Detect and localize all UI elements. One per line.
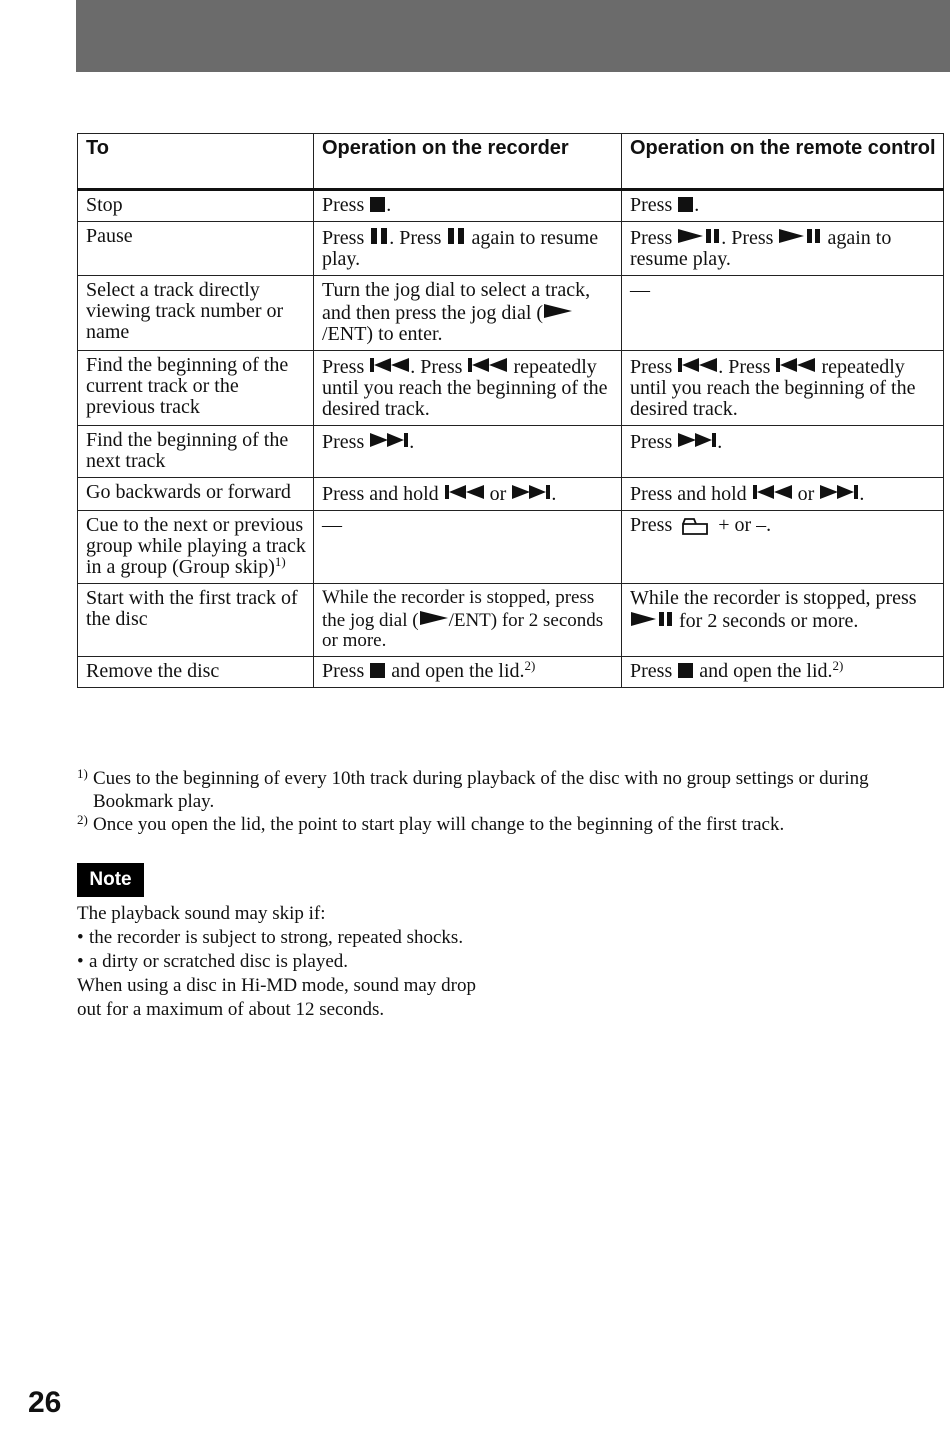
play-icon — [419, 608, 449, 628]
cell-recorder: Press . — [314, 426, 622, 478]
note-outro: When using a disc in Hi-MD mode, sound may drop out for a maximum of about 12 seconds. — [77, 975, 476, 1020]
header-bar — [76, 0, 950, 72]
bullet-mark: • — [77, 927, 84, 948]
stop-icon — [369, 195, 386, 213]
play-pause-icon — [778, 226, 822, 246]
note-bullet: • the recorder is subject to strong, repeated shocks. — [77, 927, 464, 948]
cell-to: Find the beginning of the current track or the previous track — [78, 351, 314, 426]
table-row — [78, 351, 944, 426]
footnote-mark: 2) — [77, 812, 88, 827]
note-body — [77, 902, 497, 1022]
cell-to: Cue to the next or previous group while playing a track in a group (Group skip)$^{1)}$ — [78, 511, 314, 584]
cell-to: Find the beginning of the next track — [78, 426, 314, 478]
pause-icon — [369, 226, 389, 246]
operations-table — [77, 133, 944, 688]
cell-remote: Press and open the lid.$^{2)}$ — [622, 657, 944, 688]
stop-icon — [369, 661, 386, 679]
stop-icon — [677, 661, 694, 679]
footnote-ref: 1) — [274, 554, 286, 569]
footnote-text: Cues to the beginning of every 10th track during playback of the disc with no group settings or during Bookmark play. — [93, 768, 869, 812]
previous-track-icon — [677, 355, 718, 375]
play-pause-icon — [630, 609, 674, 629]
cell-to: Start with the first track of the disc — [78, 584, 314, 657]
cell-recorder: — — [314, 511, 622, 584]
next-track-icon — [511, 482, 551, 502]
next-track-icon — [819, 482, 859, 502]
cell-to: Remove the disc — [78, 657, 314, 688]
bullet-mark: • — [77, 951, 84, 972]
page-number: 26 — [28, 1386, 62, 1419]
table-row — [78, 222, 944, 276]
cell-remote: Press and hold or . — [622, 478, 944, 511]
footnote-ref: 2) — [832, 658, 844, 673]
footnotes — [77, 767, 947, 836]
previous-track-icon — [752, 482, 793, 502]
column-header-recorder: Operation on the recorder — [314, 134, 622, 190]
stop-icon — [677, 195, 694, 213]
footnote-text: Once you open the lid, the point to start play will change to the beginning of the first track. — [93, 814, 785, 835]
previous-track-icon — [369, 355, 410, 375]
cell-recorder: Press and open the lid.$^{2)}$ — [314, 657, 622, 688]
table-row — [78, 478, 944, 511]
cell-recorder: Press . Press repeatedly until you reach the beginning of the desired track. — [314, 351, 622, 426]
cell-remote: Press . Press repeatedly until you reach the beginning of the desired track. — [622, 351, 944, 426]
footnote — [77, 767, 947, 813]
cell-recorder: Press . — [314, 190, 622, 222]
note-bullet: • a dirty or scratched disc is played. — [77, 951, 349, 972]
table-row — [78, 276, 944, 351]
table-row — [78, 190, 944, 222]
play-icon — [543, 301, 573, 321]
cell-to: Select a track directly viewing track number or name — [78, 276, 314, 351]
table-header-row — [78, 134, 944, 190]
cell-remote: Press + or –. — [622, 511, 944, 584]
cell-to: Stop — [78, 190, 314, 222]
footnote — [77, 813, 947, 836]
table-row — [78, 426, 944, 478]
footnote-ref: 2) — [524, 658, 536, 673]
note-intro: The playback sound may skip if: — [77, 903, 326, 924]
pause-icon — [446, 226, 466, 246]
next-track-icon — [369, 430, 409, 450]
cell-recorder: Turn the jog dial to select a track, and then press the jog dial ( /ENT) to enter. — [314, 276, 622, 351]
play-pause-icon — [677, 226, 721, 246]
cell-recorder: Press and hold or . — [314, 478, 622, 511]
column-header-remote: Operation on the remote control — [622, 134, 944, 190]
cell-remote: Press . Press again to resume play. — [622, 222, 944, 276]
table-row — [78, 657, 944, 688]
next-track-icon — [677, 430, 717, 450]
previous-track-icon — [775, 355, 816, 375]
footnote-mark: 1) — [77, 766, 88, 781]
group-folder-icon — [681, 515, 709, 537]
cell-remote: Press . — [622, 426, 944, 478]
cell-remote: Press . — [622, 190, 944, 222]
cell-to: Go backwards or forward — [78, 478, 314, 511]
previous-track-icon — [444, 482, 485, 502]
column-header-to: To — [78, 134, 314, 190]
note-label: Note — [77, 863, 144, 897]
table-row — [78, 511, 944, 584]
cell-remote: While the recorder is stopped, press for 2 seconds or more. — [622, 584, 944, 657]
cell-recorder: Press . Press again to resume play. — [314, 222, 622, 276]
table-row — [78, 584, 944, 657]
cell-recorder: While the recorder is stopped, press the jog dial ( /ENT) for 2 seconds or more. — [314, 584, 622, 657]
cell-to: Pause — [78, 222, 314, 276]
cell-remote: — — [622, 276, 944, 351]
previous-track-icon — [467, 355, 508, 375]
